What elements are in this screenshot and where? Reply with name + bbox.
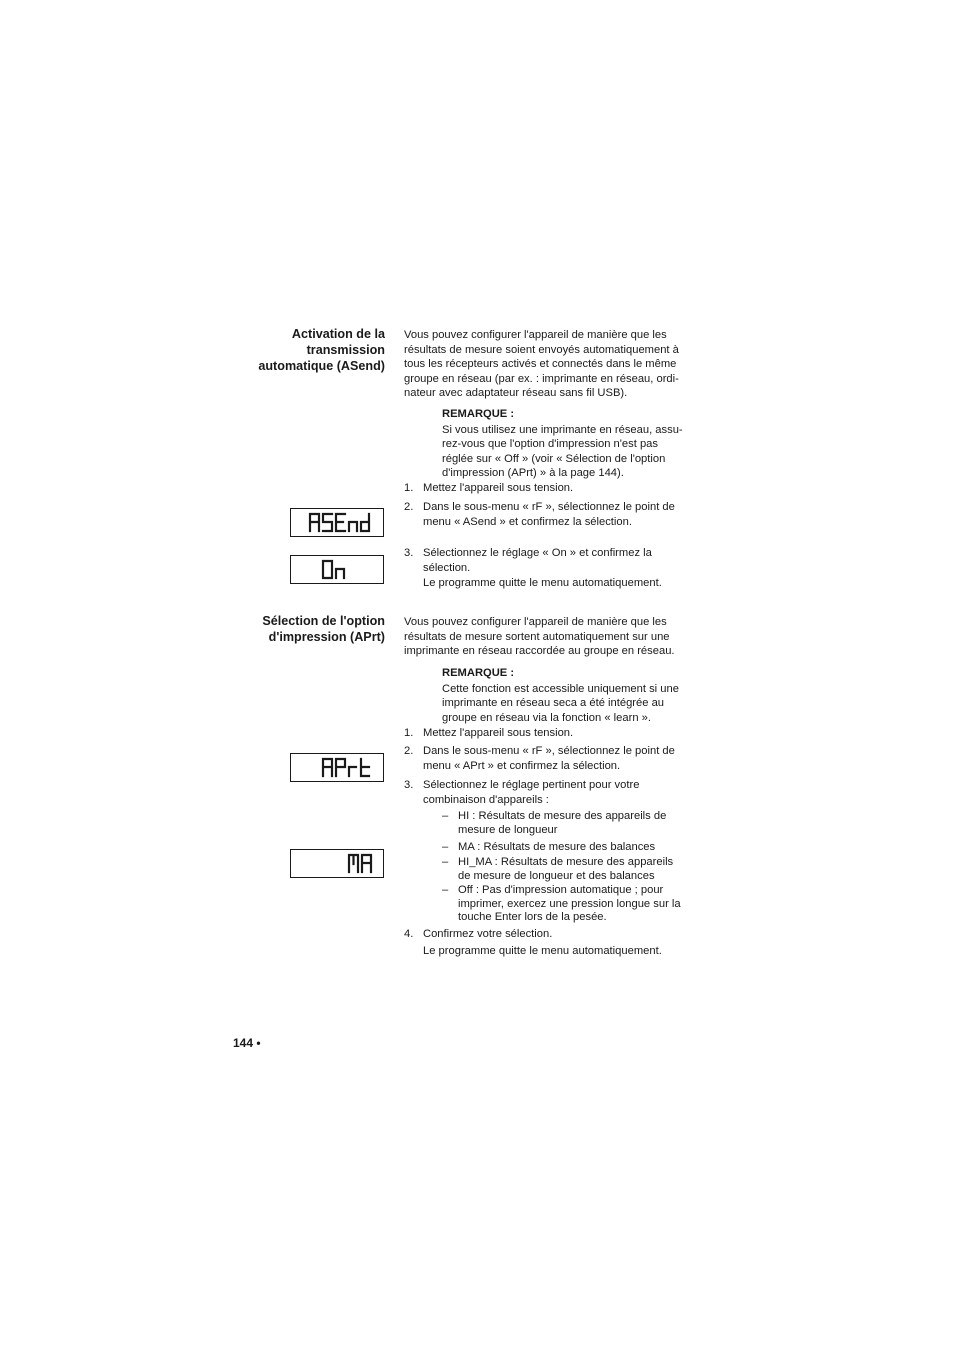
text-line: combinaison d'appareils : (423, 793, 549, 806)
text-line: touche Enter lors de la pesée. (458, 911, 607, 924)
heading-line: automatique (ASend) (258, 359, 385, 373)
text-line: Vous pouvez configurer l'appareil de manière que les (404, 329, 667, 341)
section-heading-asend (185, 326, 385, 374)
step-number: 1. (404, 482, 414, 494)
dash-mark: – (442, 856, 449, 868)
text-line: menu « APrt » et confirmez la sélection. (423, 759, 621, 772)
heading-line: d'impression (APrt) (268, 630, 385, 644)
text-line: groupe en réseau via la fonction « learn ». (442, 711, 651, 724)
lcd-glyphs (291, 850, 383, 877)
page-number: 144 • (233, 1036, 261, 1050)
text-line: résultats de mesure soient envoyés automatiquement à (404, 343, 679, 356)
text-line: HI : Résultats de mesure des appareils de (458, 810, 667, 822)
text-line: menu « ASend » et confirmez la sélection. (423, 515, 632, 528)
text-line: Si vous utilisez une imprimante en réseau, assu- (442, 423, 683, 436)
text-line: imprimante en réseau raccordée au groupe en réseau. (404, 645, 675, 658)
text-line: imprimer, exercez une pression longue sur la (458, 897, 681, 910)
text-line: imprimante en réseau seca a été intégrée au (442, 697, 665, 710)
text-line: Off : Pas d'impression automatique ; pour (458, 884, 664, 896)
text-line: Confirmez votre sélection. (423, 928, 553, 940)
text-line: Cette fonction est accessible uniquement si une (442, 682, 679, 695)
text-line: résultats de mesure sortent automatiquement sur une (404, 630, 670, 643)
dash-mark: – (442, 841, 449, 853)
dash-mark: – (442, 884, 449, 896)
text-line: Mettez l'appareil sous tension. (423, 727, 574, 739)
text-line: Vous pouvez configurer l'appareil de manière que les (404, 616, 667, 628)
step-number: 3. (404, 779, 414, 791)
text-line: Dans le sous-menu « rF », sélectionnez le point de (423, 501, 675, 513)
text-line: MA : Résultats de mesure des balances (458, 841, 656, 853)
text-line: sélection. (423, 561, 471, 574)
lcd-display-asend (290, 508, 384, 537)
text-line: Dans le sous-menu « rF », sélectionnez le point de (423, 745, 675, 757)
lcd-glyphs (291, 556, 383, 583)
text-line: rez-vous que l'option d'impression n'est pas (442, 438, 658, 451)
note-asend (442, 407, 696, 481)
lcd-display-on (290, 555, 384, 584)
text-line: d'impression (APrt) » à la page 144). (442, 467, 624, 480)
lcd-glyphs (291, 754, 383, 781)
text-line: Sélectionnez le réglage pertinent pour votre (423, 779, 640, 791)
text-line: de mesure de longueur et des balances (458, 869, 655, 882)
text-line: mesure de longueur (458, 823, 558, 836)
heading-line: Activation de la (291, 327, 385, 341)
note-label: REMARQUE : (442, 408, 515, 420)
heading-line: transmission (306, 343, 385, 357)
text-line: Mettez l'appareil sous tension. (423, 482, 574, 494)
text-line: groupe en réseau (par ex. : imprimante en réseau, ordi- (404, 372, 679, 385)
text-line: Le programme quitte le menu automatiquement. (423, 577, 662, 590)
section-heading-aprt (185, 613, 385, 645)
step-number: 3. (404, 547, 414, 559)
text-line: nateur avec adaptateur réseau sans fil USB). (404, 387, 628, 400)
step-number: 2. (404, 501, 414, 513)
intro-paragraph-asend (404, 328, 696, 401)
step-number: 2. (404, 745, 414, 757)
text-line: réglée sur « Off » (voir « Sélection de l'option (442, 452, 666, 465)
text-line: Sélectionnez le réglage « On » et confirmez la (423, 547, 652, 559)
lcd-display-aprt (290, 753, 384, 782)
heading-line: Sélection de l'option (262, 614, 385, 628)
note-label: REMARQUE : (442, 667, 515, 679)
intro-paragraph-aprt (404, 615, 696, 659)
step-number: 4. (404, 928, 414, 940)
text-line: HI_MA : Résultats de mesure des appareils (458, 856, 674, 868)
note-aprt (442, 666, 696, 725)
text-line: Le programme quitte le menu automatiquement. (423, 944, 662, 957)
text-line: tous les récepteurs activés et connectés dans le même (404, 358, 677, 371)
lcd-display-ma (290, 849, 384, 878)
dash-mark: – (442, 810, 449, 822)
lcd-glyphs (291, 509, 383, 536)
step-number: 1. (404, 727, 414, 739)
